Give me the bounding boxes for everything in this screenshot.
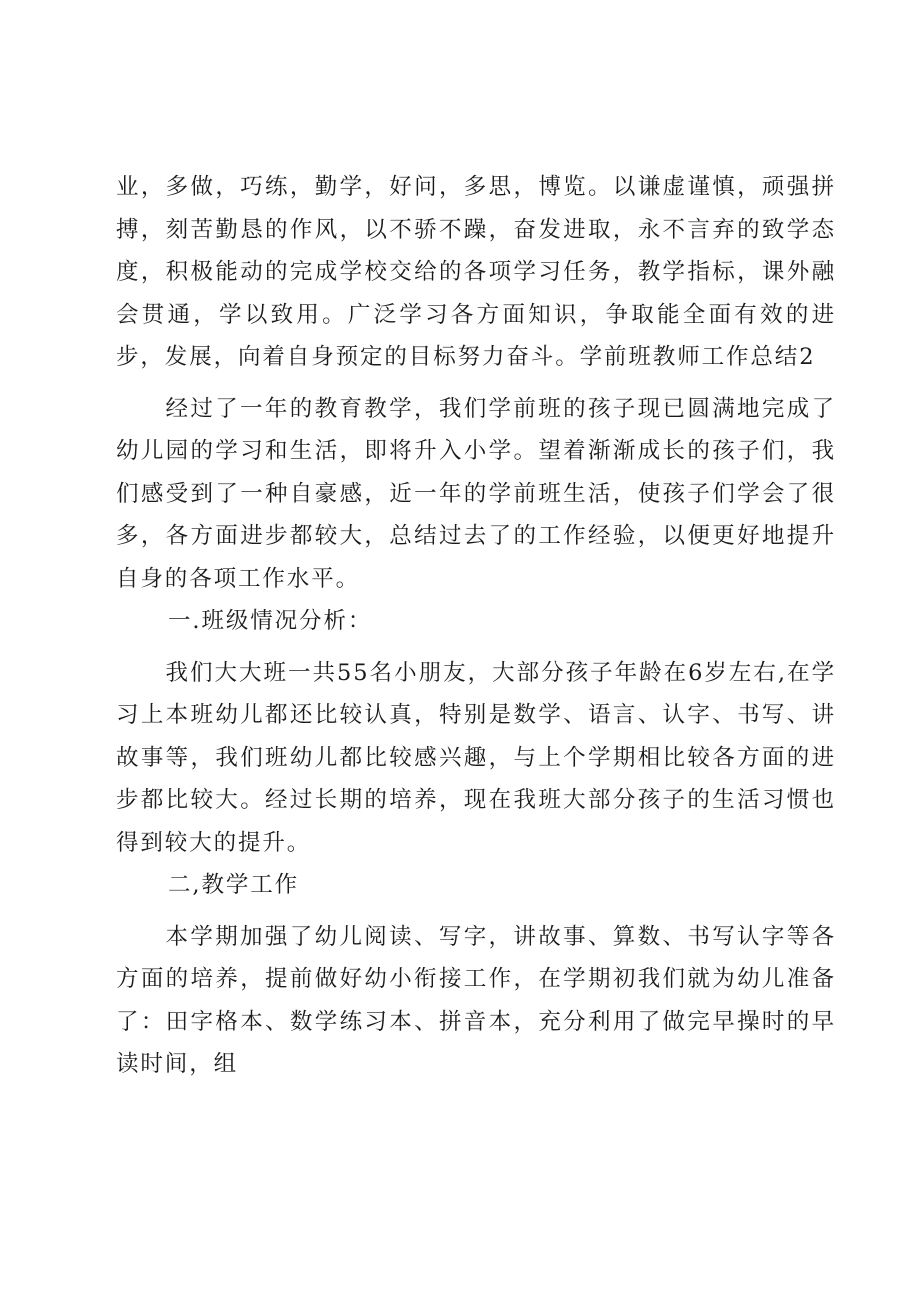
section-heading-teaching-work: 二,教学工作 xyxy=(168,872,300,898)
paragraph-continuation: 业，多做，巧练，勤学，好问，多思，博览。以谦虚谨慎，顽强拼搏，刻苦勤恳的作风，以不骄不躁，奋发进取，永不言弃的致学态度，积极能动的完成学校交给的各项学习任务，教学指标，课外融会贯通，学以致用。广泛学习各方面知识，争取能全面有效的进步，发展，向着自身预定的目标努力奋斗。学前班教师工作总结2 xyxy=(116,174,836,370)
paragraph-class-analysis: 我们大大班一共55名小朋友，大部分孩子年龄在6岁左右,在学习上本班幼儿都还比较认真，特别是数学、语言、认字、书写、讲故事等，我们班幼儿都比较感兴趣，与上个学期相比较各方面的进步都比较大。经过长期的培养，现在我班大部分孩子的生活习惯也得到较大的提升。 xyxy=(116,659,836,856)
paragraph-teaching-work: 本学期加强了幼儿阅读、写字，讲故事、算数、书写认字等各方面的培养，提前做好幼小衔接工作，在学期初我们就为幼儿准备了：田字格本、数学练习本、拼音本，充分利用了做完早操时的早读时间，组 xyxy=(116,923,836,1077)
paragraph-intro: 经过了一年的教育教学，我们学前班的孩子现已圆满地完成了幼儿园的学习和生活，即将升入小学。望着渐渐成长的孩子们，我们感受到了一种自豪感，近一年的学前班生活，使孩子们学会了很多，各方面进步都较大，总结过去了的工作经验，以便更好地提升自身的各项工作水平。 xyxy=(116,395,836,592)
section-heading-class-analysis: 一.班级情况分析： xyxy=(168,608,373,634)
document-body xyxy=(116,166,836,1086)
